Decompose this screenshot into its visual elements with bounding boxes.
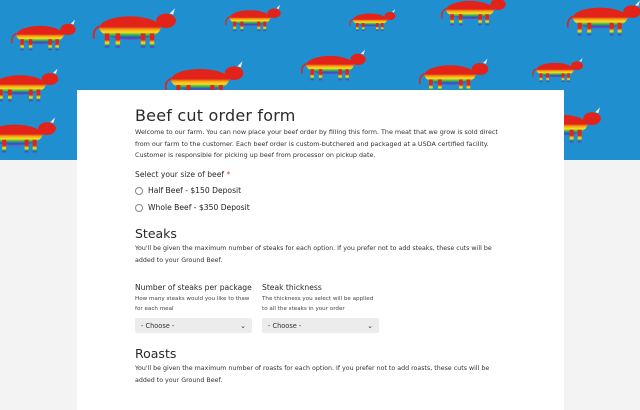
steaks-per-package-label: Number of steaks per package	[135, 283, 252, 292]
form-intro: Welcome to our farm. You can now place your beef order by filling this form. The meat that we grow is sold direct from our farm to the customer. Each beef order is custom-butchered and packaged at a USDA certified facility. Customer is responsible for picking up beef from processor on pickup date.	[135, 128, 498, 159]
select-value: - Choose -	[268, 321, 302, 330]
form-card	[77, 90, 564, 410]
size-question-text: Select your size of beef	[135, 170, 225, 179]
option-label: Half Beef - $150 Deposit	[148, 186, 242, 195]
steaks-title: Steaks	[135, 226, 177, 241]
select-value: - Choose -	[141, 321, 175, 330]
chevron-down-icon: ⌄	[240, 321, 246, 330]
radio-half-beef[interactable]	[135, 187, 143, 195]
steaks-per-package-help: How many steaks would you like to thaw for each meal	[135, 296, 250, 312]
option-whole-beef[interactable]	[135, 203, 250, 212]
radio-whole-beef[interactable]	[135, 204, 143, 212]
steak-thickness-select[interactable]	[262, 318, 379, 333]
steak-thickness-help: The thickness you select will be applied to all the steaks in your order	[262, 296, 374, 312]
steak-thickness-field	[262, 283, 377, 314]
roasts-title: Roasts	[135, 346, 177, 361]
steaks-per-package-field	[135, 283, 255, 314]
chevron-down-icon: ⌄	[367, 321, 373, 330]
option-label: Whole Beef - $350 Deposit	[148, 203, 250, 212]
steak-thickness-label: Steak thickness	[262, 283, 322, 292]
required-mark: *	[226, 170, 231, 179]
roasts-description: You'll be given the maximum number of roasts for each option. If you prefer not to add roasts, these cuts will be added to your Ground Beef.	[135, 365, 490, 384]
option-half-beef[interactable]	[135, 186, 241, 195]
steaks-description: You'll be given the maximum number of steaks for each option. If you prefer not to add steaks, these cuts will be added to your Ground Beef.	[135, 245, 492, 264]
steaks-per-package-select[interactable]	[135, 318, 252, 333]
form-title: Beef cut order form	[135, 106, 296, 125]
size-question-label	[135, 170, 230, 179]
